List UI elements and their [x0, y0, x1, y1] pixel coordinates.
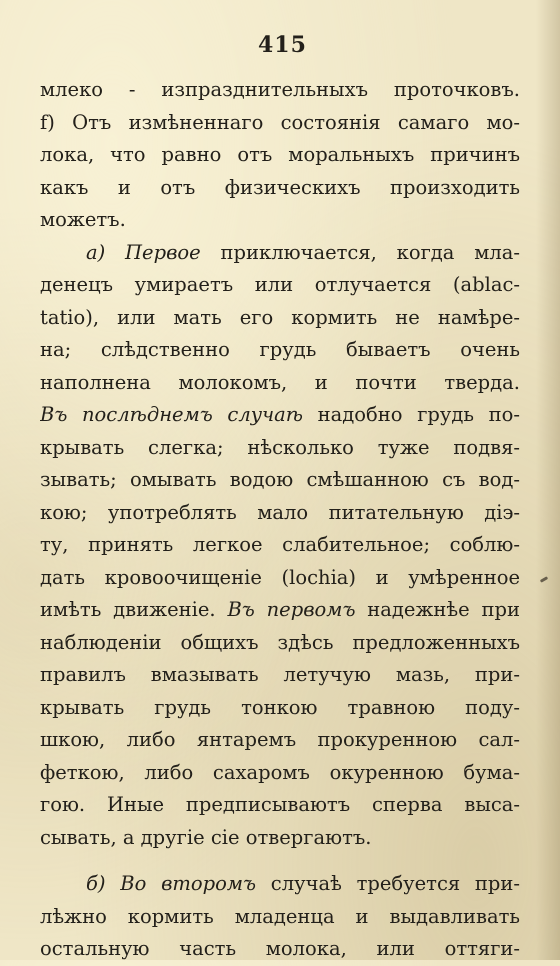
text-line — [40, 204, 520, 237]
text-line — [40, 692, 520, 725]
text-line — [40, 74, 520, 107]
line-text: кою; употреблять мало питательную діэ- — [40, 500, 520, 524]
text-line — [40, 107, 520, 140]
line-text: лѣжно кормить младенца и выдавливать — [40, 904, 520, 928]
text-line — [40, 432, 520, 465]
text-line — [40, 334, 520, 367]
text-line — [40, 757, 520, 790]
line-text: имѣть движеніе. — [40, 598, 216, 621]
line-text: f) Отъ измѣненнаго состоянія самаго мо- — [40, 110, 520, 134]
line-text: наблюденіи общихъ здѣсь предложенныхъ — [40, 630, 520, 654]
line-text: ту, принять легкое слабительное; соблю- — [40, 533, 520, 556]
line-text: шкою, либо янтаремъ прокуренною сал- — [40, 728, 520, 751]
line-text: надобно грудь по- — [303, 403, 520, 426]
paragraph-start-line — [40, 237, 520, 270]
text-line — [40, 464, 520, 497]
italic-heading: б) Во второмъ — [86, 872, 257, 895]
line-text: млеко - изпразднительныхъ проточковъ. — [40, 78, 520, 101]
text-line — [40, 822, 520, 855]
line-text: сывать, а другіе сіе отвергаютъ. — [40, 825, 372, 849]
italic-heading: а) Первое — [86, 240, 201, 264]
paragraph-start-line — [40, 868, 520, 901]
page-number: 415 — [258, 32, 307, 58]
line-text: можетъ. — [40, 208, 126, 231]
paragraph-gap — [40, 854, 520, 868]
text-line — [40, 933, 520, 966]
line-text: зывать; омывать водою смѣшанною съ вод- — [40, 468, 520, 491]
line-text: tatio), или мать его кормить не намѣре- — [40, 305, 520, 329]
line-text: приключается, когда мла- — [200, 240, 520, 264]
line-text: случаѣ требуется при- — [256, 872, 520, 895]
page-edge-shadow — [536, 0, 560, 960]
text-line — [40, 627, 520, 660]
text-line — [40, 594, 520, 627]
text-line — [40, 302, 520, 335]
text-line — [40, 562, 520, 595]
line-text: лока, что равно отъ моральныхъ причинъ — [40, 143, 520, 166]
line-text: денецъ умираетъ или отлучается (ablac- — [40, 273, 520, 296]
line-text: какъ и отъ физическихъ произходить — [40, 175, 520, 199]
line-text: надежнѣе при — [355, 598, 520, 621]
text-line — [40, 529, 520, 562]
italic-heading: Въ первомъ — [215, 598, 356, 621]
line-text: на; слѣдственно грудь бываетъ очень — [40, 338, 520, 361]
text-line — [40, 172, 520, 205]
text-line — [40, 399, 520, 432]
line-text: дать кровоочищеніе (lochia) и умѣренное — [40, 565, 520, 589]
text-line — [40, 789, 520, 822]
text-line — [40, 659, 520, 692]
line-text: крывать грудь тонкою травною поду- — [40, 695, 520, 719]
line-text: правилъ вмазывать летучую мазь, при- — [40, 663, 520, 686]
text-line — [40, 269, 520, 302]
line-text: феткою, либо сахаромъ окуренною бума- — [40, 760, 520, 784]
italic-heading: Въ послѣднемъ случаѣ — [40, 403, 304, 426]
body-text — [40, 74, 520, 966]
text-line — [40, 139, 520, 172]
text-line — [40, 497, 520, 530]
line-text: наполнена молокомъ, и почти тверда. — [40, 370, 520, 394]
line-text: гою. Иные предписываютъ сперва выса- — [40, 793, 520, 816]
line-text: крывать слегка; нѣсколько туже подвя- — [40, 435, 520, 459]
text-line — [40, 367, 520, 400]
line-text: остальную часть молока, или оттяги- — [40, 937, 520, 960]
text-line — [40, 724, 520, 757]
text-line — [40, 901, 520, 934]
